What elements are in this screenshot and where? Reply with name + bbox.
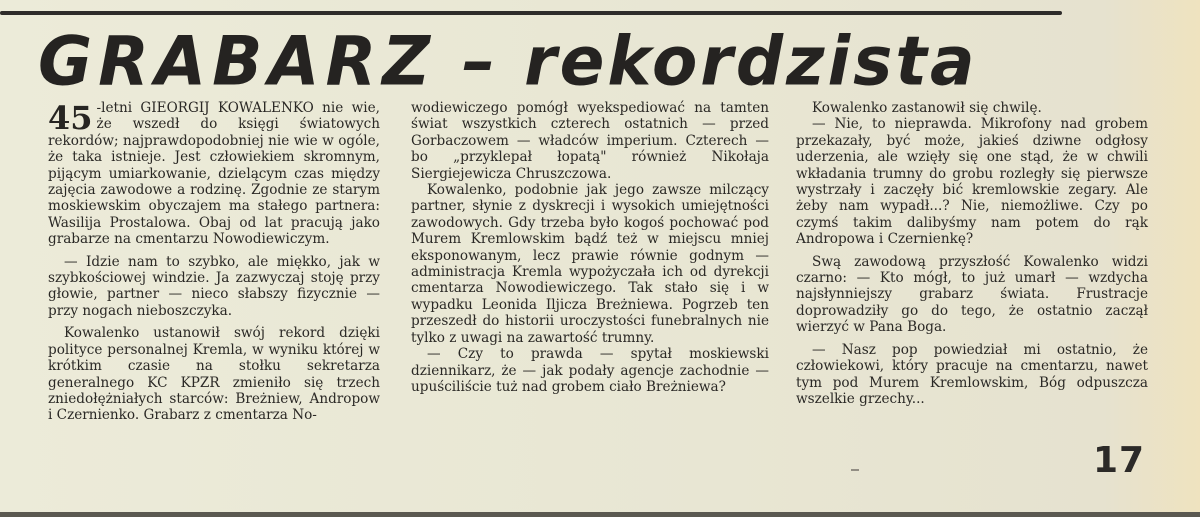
paragraph: Kowalenko zastanowił się chwilę. (812, 100, 1042, 116)
article-column-3 (796, 100, 1148, 407)
paragraph-text: -letni GIEORGIJ KOWALENKO nie wie, że wszedł do księgi światowych rekordów; najprawdopodobniej nie wie w ogóle, że taka istnieje. Jest człowiekiem skromnym, pijącym umiarkowanie, dzielącym czas między zajęcia zawodowe a rodzinę. Zgodnie ze starym moskiewskim obyczajem ma stałego partnera: Wasilija Prostalowa. Obaj od lat pracują jako grabarze na cmentarzu Nowodiewiczym. (48, 100, 380, 248)
article-column-2 (411, 100, 769, 395)
paragraph (48, 100, 380, 248)
paragraph: Swą zawodową przyszłość Kowalenko widzi czarno: — Kto mógł, to już umarł — wzdycha najsłynniejszy grabarz świata. Frustracje doprowadziły go do tego, że ostatnio zaczął wierzyć w Pana Boga. (796, 253, 1148, 336)
article-column-1 (48, 100, 380, 424)
print-speck (851, 469, 859, 471)
paragraph: Kowalenko ustanowił swój rekord dzięki polityce personalnej Kremla, w wyniku której w krótkim czasie na stołku sekretarza generalnego KC KPZR zmieniło się trzech zniedołężniałych starców: Breżniew, Andropow i Czernienko. Grabarz z cmentarza No- (48, 325, 380, 424)
paragraph: Kowalenko, podobnie jak jego zawsze milczący partner, słynie z dyskrecji i wysokich umiejętności zawodowych. Gdy trzeba było kogoś pochować pod Murem Kremlowskim bądź też w miejscu mniej eksponowanym, lecz prawie równie godnym — administracja Kremla wypożyczała ich od dyrekcji cmentarza Nowodiewiczego. Tak stało się i w wypadku Leonida Iljicza Breżniewa. Pogrzeb ten przeszedł do historii uroczystości funebralnych nie tylko z uwagi na zawartość trumny. (411, 182, 769, 346)
paragraph: — Idzie nam to szybko, ale miękko, jak w szybkościowej windzie. Ja zazwyczaj stoję przy głowie, partner — nieco słabszy fizycznie — przy nogach nieboszczyka. (48, 253, 380, 319)
headline-word-rekordzista: rekordzista (524, 22, 978, 101)
dropcap-number: 45 (48, 99, 93, 137)
headline-dash: – (436, 22, 525, 101)
article-headline (38, 22, 1068, 101)
paragraph: wodiewiczego pomógł wyekspediować na tamten świat wszystkich czterech ostatnich — przed Gorbaczowem — władców imperium. Czterech — bo „przyklepał łopatą" również Nikołaja Siergiejewicza Chruszczowa. (411, 100, 769, 182)
paragraph: — Nasz pop powiedział mi ostatnio, że człowiekowi, który pracuje na cmentarzu, nawet tym pod Murem Kremlowskim, Bóg odpuszcza wszelkie grzechy... (796, 341, 1148, 407)
top-rule-divider (0, 11, 1062, 15)
scan-bottom-edge (0, 512, 1200, 517)
paragraph: — Nie, to nieprawda. Mikrofony nad grobem przekazały, być może, jakieś dziwne odgłosy uderzenia, ale wzięły się one stąd, że w chwili wkładania trumny do grobu rozległy się pierwsze wystrzały i zaczęły bić kremlowskie zegary. Ale żeby nam wypadł...? Nie, niemożliwe. Czy po czymś takim dalibyśmy nam potem do rąk Andropowa i Czernienkę? (796, 116, 1148, 248)
headline-word-grabarz: GRABARZ (38, 22, 437, 101)
page-number: 17 (1093, 440, 1146, 481)
paragraph: — Czy to prawda — spytał moskiewski dziennikarz, że — jak podały agencje zachodnie — upuściliście tuż nad grobem ciało Breżniewa? (411, 346, 769, 395)
